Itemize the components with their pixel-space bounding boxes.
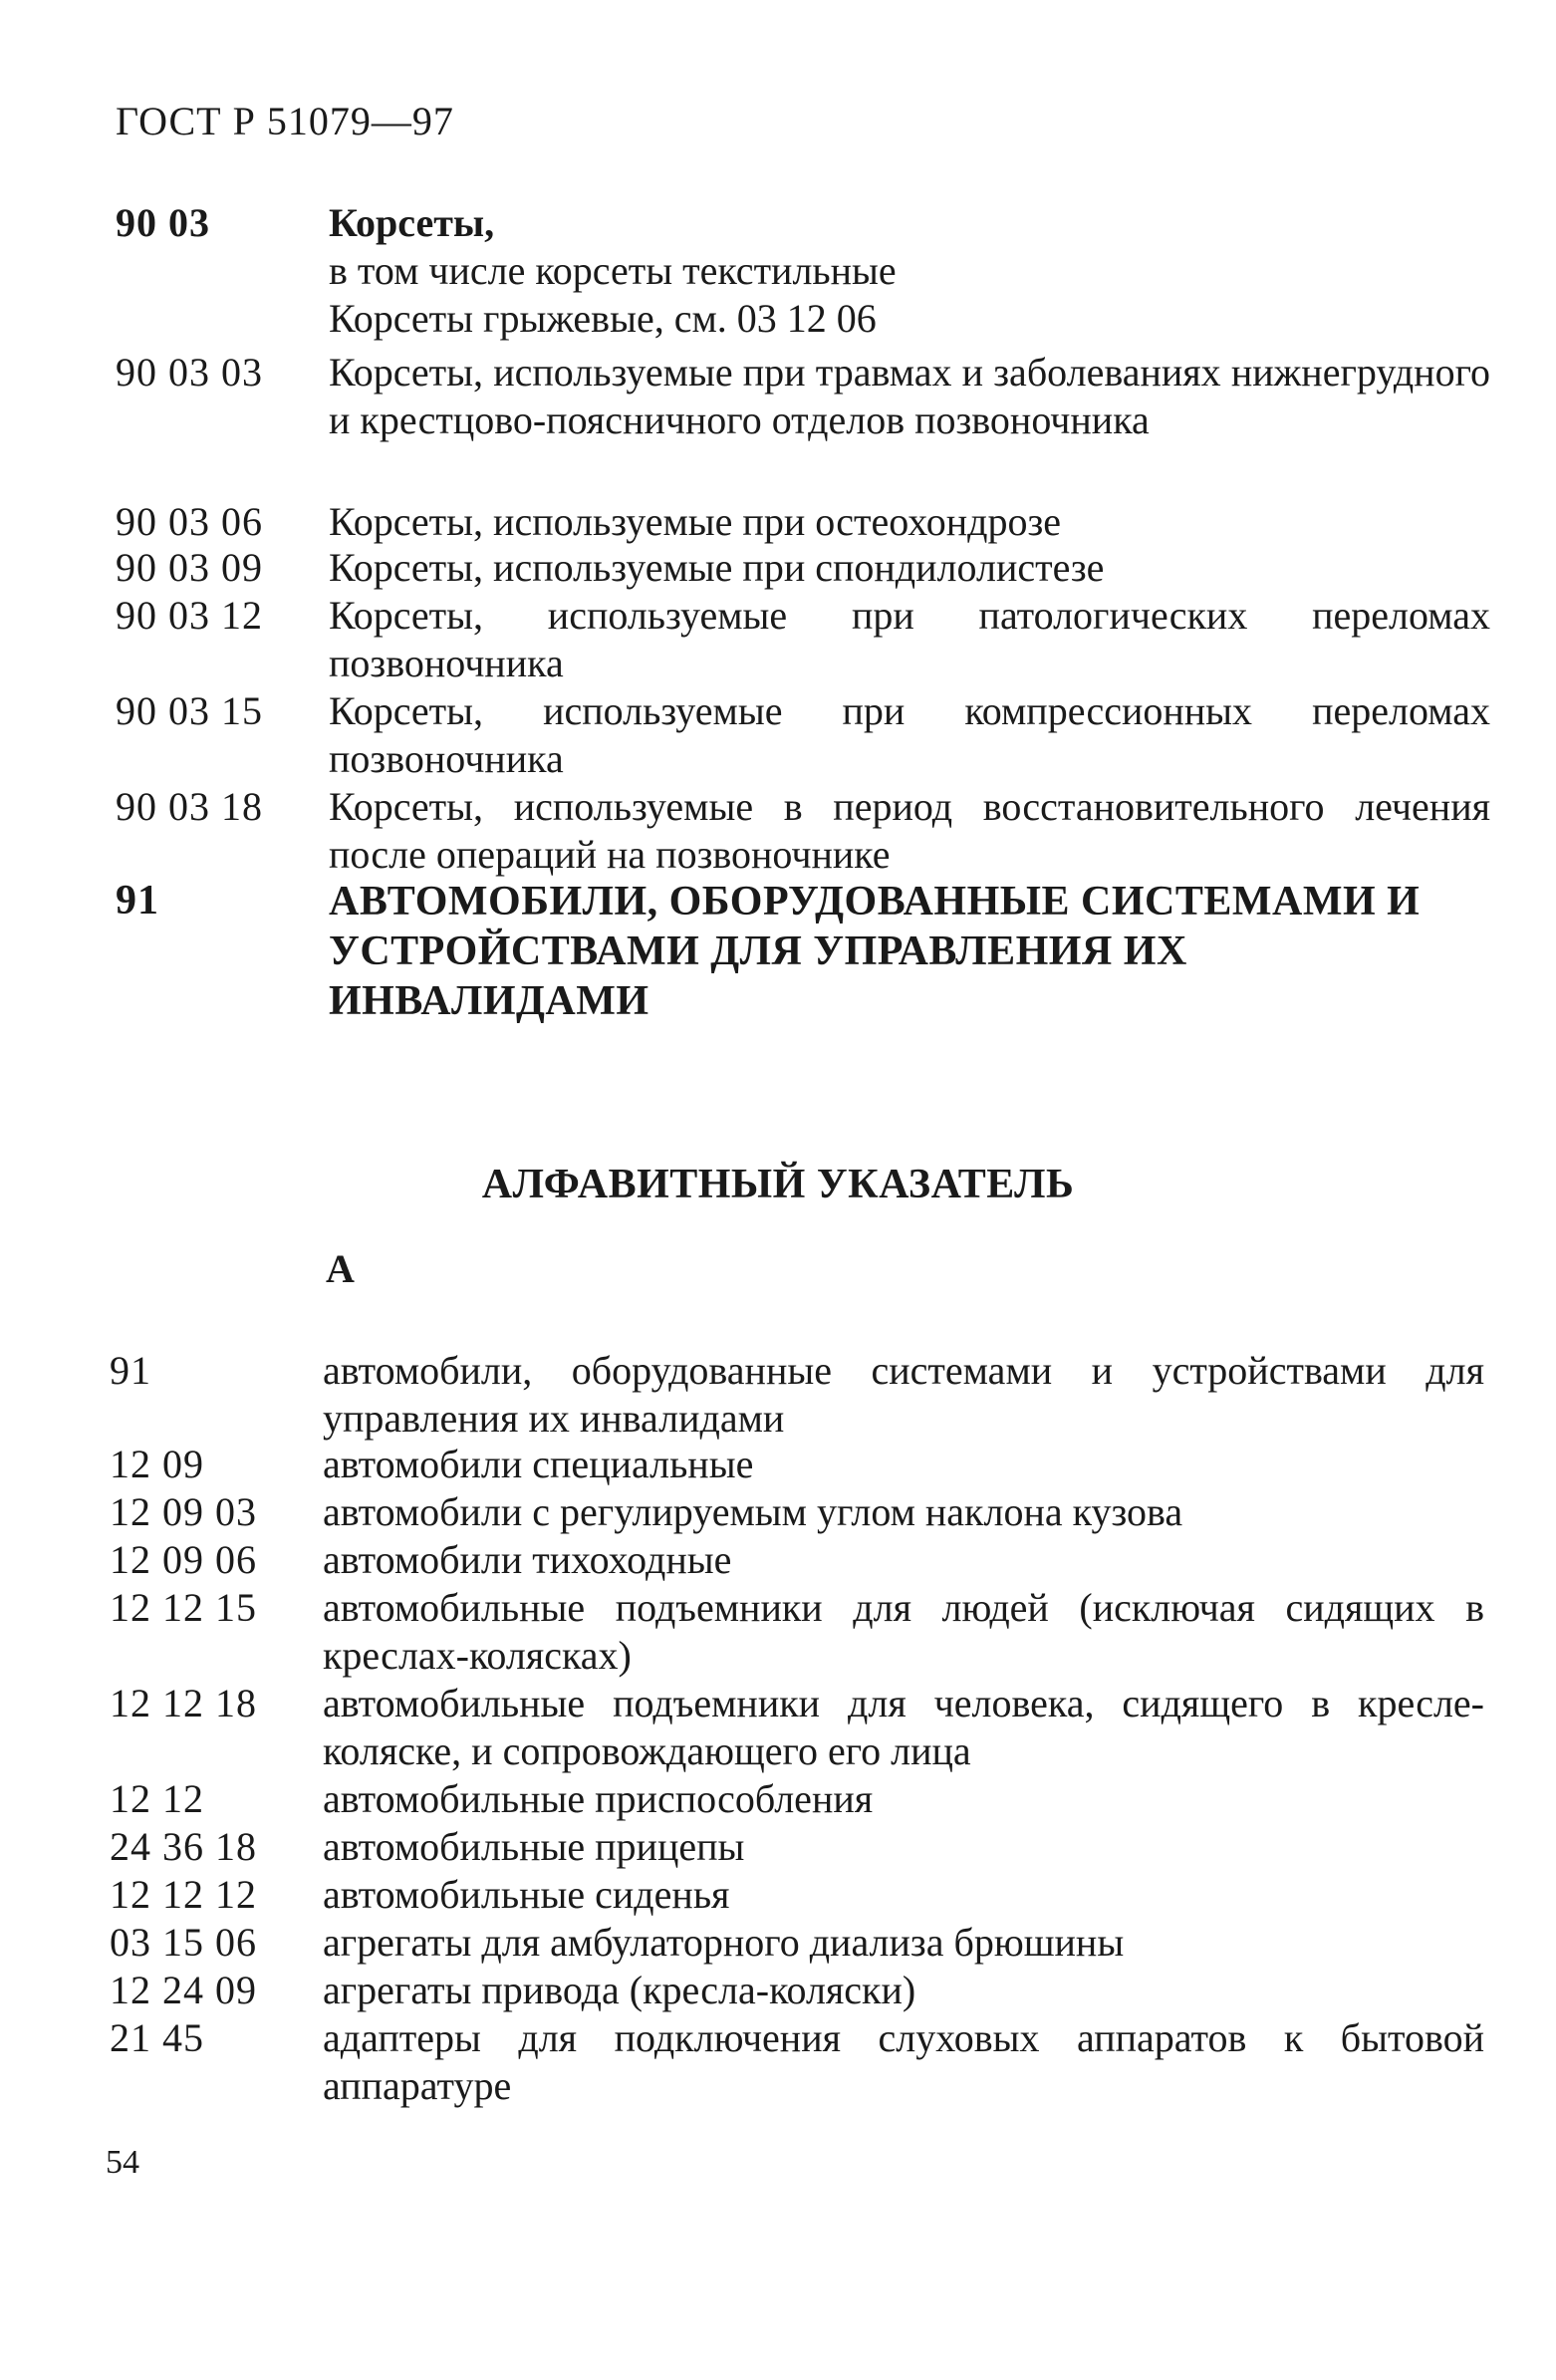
entry-text xyxy=(329,199,1490,343)
entry-subline: Корсеты грыжевые, см. 03 12 06 xyxy=(329,296,877,341)
entry-code: 90 03 12 xyxy=(116,593,263,638)
index-letter-heading: А xyxy=(326,1246,355,1291)
classification-entry xyxy=(116,199,1490,343)
index-entry xyxy=(110,1919,1484,1967)
index-text: агрегаты для амбулаторного диализа брюшины xyxy=(323,1920,1125,1965)
index-code: 12 09 xyxy=(110,1442,204,1486)
entry-text: Корсеты, используемые при спондилолистезе xyxy=(329,545,1105,590)
entry-text: Корсеты, используемые при патологических переломах позвоночника xyxy=(329,593,1490,685)
index-text: адаптеры для подключения слуховых аппаратов к бытовой аппаратуре xyxy=(323,2015,1484,2108)
index-code: 12 12 18 xyxy=(110,1681,257,1725)
index-code: 21 45 xyxy=(110,2015,204,2060)
index-text: автомобили тихоходные xyxy=(323,1537,732,1582)
index-text: автомобильные подъемники для людей (исключая сидящих в креслах-колясках) xyxy=(323,1585,1484,1678)
section-heading: АВТОМОБИЛИ, ОБОРУДОВАННЫЕ СИСТЕМАМИ И УСТРОЙСТВАМИ ДЛЯ УПРАВЛЕНИЯ ИХ ИНВАЛИДАМИ xyxy=(329,879,1421,1024)
classification-entry xyxy=(116,687,1490,783)
index-entry xyxy=(110,1441,1484,1488)
index-entry xyxy=(110,1871,1484,1919)
classification-entry xyxy=(116,783,1490,879)
entry-code: 90 03 18 xyxy=(116,784,263,829)
index-entry xyxy=(110,2014,1484,2110)
index-code: 91 xyxy=(110,1348,151,1393)
classification-entry xyxy=(116,498,1490,546)
index-entry xyxy=(110,1488,1484,1536)
classification-entry xyxy=(116,544,1490,592)
entry-text: Корсеты, используемые при компрессионных переломах позвоночника xyxy=(329,688,1490,781)
entry-code: 90 03 15 xyxy=(116,688,263,733)
index-code: 12 24 09 xyxy=(110,1968,257,2012)
index-entry xyxy=(110,1967,1484,2014)
entry-text: Корсеты, используемые в период восстановительного лечения после операций на позвоночнике xyxy=(329,784,1490,877)
index-entry xyxy=(110,1347,1484,1443)
index-title: АЛФАВИТНЫЙ УКАЗАТЕЛЬ xyxy=(481,1162,1075,1207)
index-text: автомобили специальные xyxy=(323,1442,754,1486)
index-text: автомобильные сиденья xyxy=(323,1872,730,1917)
index-entry xyxy=(110,1775,1484,1823)
index-text: автомобили с регулируемым углом наклона кузова xyxy=(323,1489,1183,1534)
index-text: автомобильные приспособления xyxy=(323,1776,874,1821)
entry-code: 90 03 06 xyxy=(116,499,263,544)
index-text: автомобильные подъемники для человека, сидящего в кресле-коляске, и сопровождающего его лица xyxy=(323,1681,1484,1773)
index-code: 12 09 06 xyxy=(110,1537,257,1582)
index-text: автомобильные прицепы xyxy=(323,1824,745,1869)
entry-text: Корсеты, используемые при травмах и заболеваниях нижнегрудного и крестцово-поясничного отделов позвоночника xyxy=(329,350,1490,442)
index-entry xyxy=(110,1536,1484,1584)
index-code: 03 15 06 xyxy=(110,1920,257,1965)
index-text: агрегаты привода (кресла-коляски) xyxy=(323,1968,916,2012)
classification-entry xyxy=(116,349,1490,444)
classification-section xyxy=(116,877,1490,1026)
index-code: 12 12 xyxy=(110,1776,204,1821)
entry-code: 90 03 09 xyxy=(116,545,263,590)
index-entry xyxy=(110,1584,1484,1680)
entry-text: Корсеты, используемые при остеохондрозе xyxy=(329,499,1061,544)
section-code: 91 xyxy=(116,878,159,924)
index-code: 12 09 03 xyxy=(110,1489,257,1534)
index-code: 12 12 15 xyxy=(110,1585,257,1630)
index-code: 12 12 12 xyxy=(110,1872,257,1917)
entry-code: 90 03 xyxy=(116,200,210,245)
running-header: ГОСТ Р 51079—97 xyxy=(116,99,454,143)
index-entry xyxy=(110,1680,1484,1775)
index-text: автомобили, оборудованные системами и устройствами для управления их инвалидами xyxy=(323,1348,1484,1441)
classification-entry xyxy=(116,592,1490,687)
page-number: 54 xyxy=(106,2144,139,2181)
index-code: 24 36 18 xyxy=(110,1824,257,1869)
index-entry xyxy=(110,1823,1484,1871)
entry-title: Корсеты, xyxy=(329,200,495,245)
entry-code: 90 03 03 xyxy=(116,350,263,395)
entry-subline: в том числе корсеты текстильные xyxy=(329,248,897,293)
